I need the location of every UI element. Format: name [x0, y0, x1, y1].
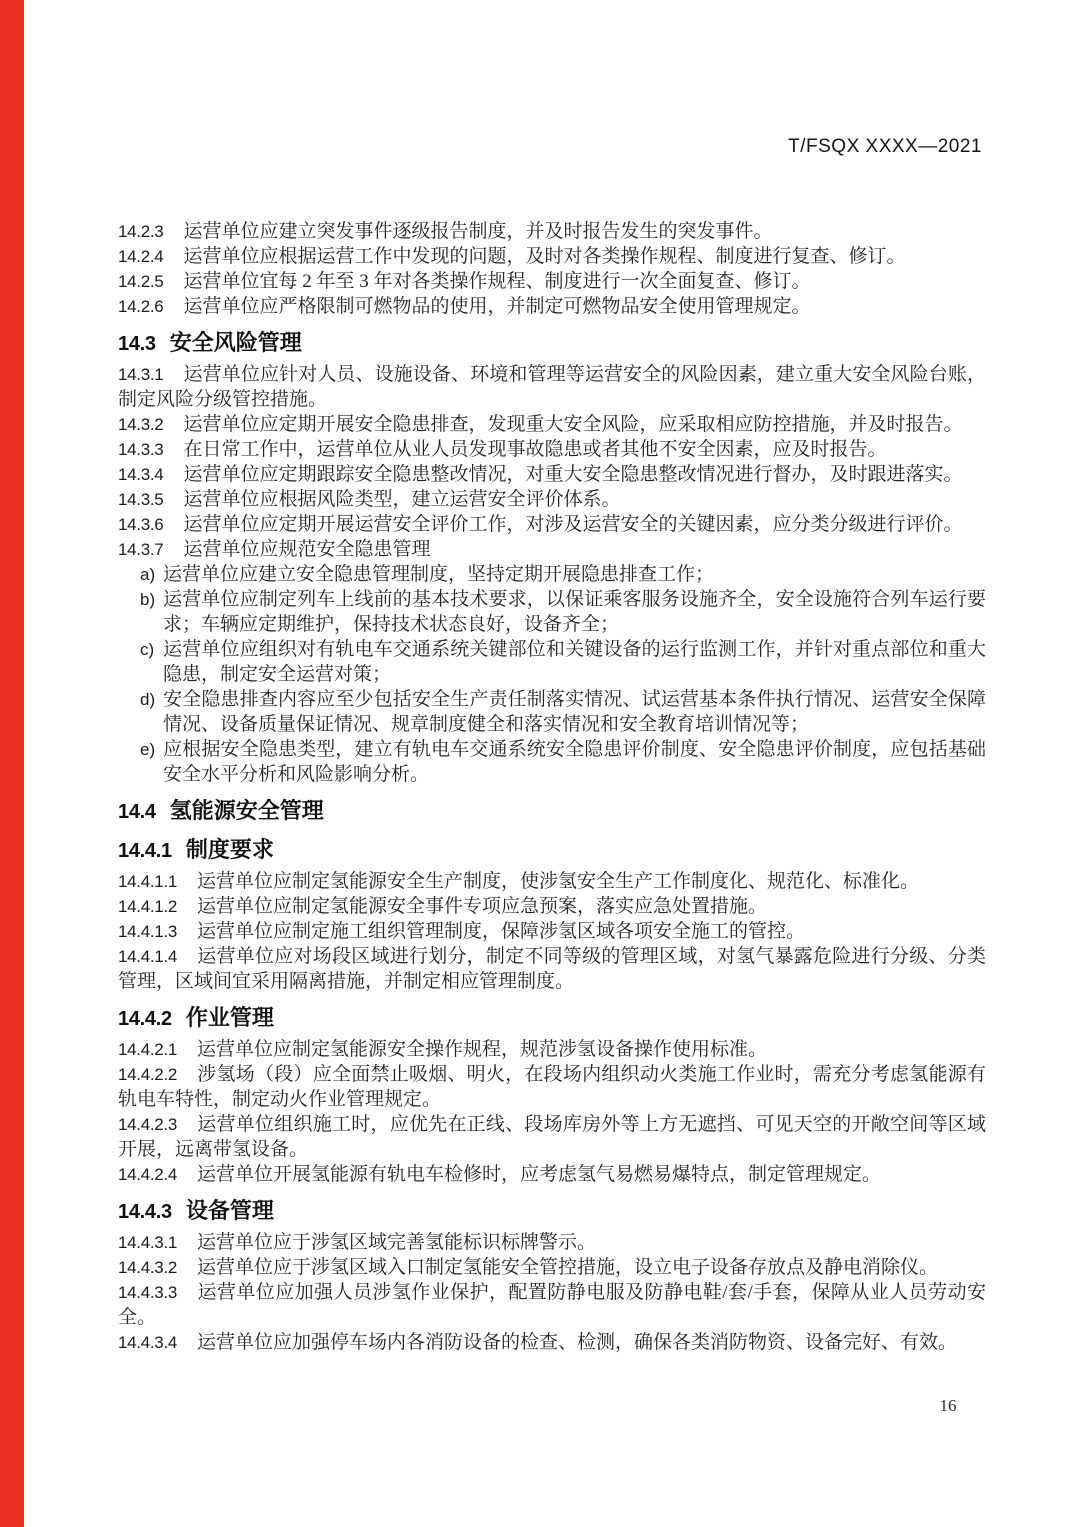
clause-paragraph	[118, 1062, 986, 1112]
clause-number: c)	[140, 640, 155, 659]
clause-number: 14.3.1	[118, 365, 164, 384]
clause-text: 在日常工作中，运营单位从业人员发现事故隐患或者其他不安全因素，应及时报告。	[183, 439, 887, 460]
clause-paragraph	[118, 1330, 986, 1355]
clause-number: e)	[140, 740, 156, 759]
clause-number: 14.4.1.1	[118, 872, 178, 891]
clause-paragraph	[118, 269, 986, 294]
clause-text: 运营单位应针对人员、设施设备、环境和管理等运营安全的风险因素，建立重大安全风险台账，制定风险分级管控措施。	[118, 364, 986, 410]
clause-paragraph	[118, 894, 986, 919]
clause-text: 运营单位开展氢能源有轨电车检修时，应考虑氢气易燃易爆特点，制定管理规定。	[197, 1164, 882, 1185]
clause-number: 14.3.3	[118, 440, 164, 459]
clause-number: 14.4.2.3	[118, 1115, 178, 1134]
clause-paragraph	[118, 362, 986, 412]
clause-text: 安全隐患排查内容应至少包括安全生产责任制落实情况、试运营基本条件执行情况、运营安全保障情况、设备质量保证情况、规章制度健全和落实情况和安全教育培训情况等；	[163, 689, 986, 735]
clause-text: 运营单位应于涉氢区域完善氢能标识标牌警示。	[197, 1232, 597, 1253]
document-body	[118, 219, 986, 1355]
list-item	[140, 587, 986, 637]
clause-paragraph	[118, 1255, 986, 1280]
clause-paragraph	[118, 944, 986, 994]
clause-text: 运营单位应对场段区域进行划分，制定不同等级的管理区域，对氢气暴露危险进行分级、分类管理，区域间宜采用隔离措施，并制定相应管理制度。	[118, 946, 986, 992]
section-heading	[118, 836, 986, 865]
clause-number: 14.4.3.3	[118, 1283, 178, 1302]
clause-paragraph	[118, 1230, 986, 1255]
clause-number: 14.3.5	[118, 490, 164, 509]
section-heading	[118, 329, 986, 358]
clause-number: 14.4.2.4	[118, 1165, 178, 1184]
section-heading	[118, 1197, 986, 1226]
clause-text: 运营单位应制定氢能源安全生产制度，使涉氢安全生产工作制度化、规范化、标准化。	[197, 871, 920, 892]
list-item	[140, 737, 986, 787]
clause-text: 运营单位宜每 2 年至 3 年对各类操作规程、制度进行一次全面复查、修订。	[183, 271, 811, 292]
clause-paragraph	[118, 1162, 986, 1187]
clause-text: 运营单位应组织对有轨电车交通系统关键部位和关键设备的运行监测工作，并针对重点部位和重大隐患，制定安全运营对策；	[163, 639, 986, 685]
clause-paragraph	[118, 437, 986, 462]
clause-number: 14.4.1.3	[118, 922, 178, 941]
clause-number: 14.4	[118, 801, 156, 823]
clause-number: 14.4.1.2	[118, 897, 178, 916]
clause-paragraph	[118, 512, 986, 537]
clause-number: 14.3	[118, 333, 156, 355]
clause-number: 14.2.6	[118, 297, 164, 316]
clause-text: 运营单位应规范安全隐患管理	[183, 539, 431, 560]
clause-paragraph	[118, 219, 986, 244]
section-heading	[118, 797, 986, 826]
clause-number: 14.3.4	[118, 465, 164, 484]
clause-text: 制度要求	[185, 837, 274, 862]
clause-number: 14.2.5	[118, 272, 164, 291]
clause-text: 设备管理	[185, 1198, 274, 1223]
clause-text: 运营单位应根据运营工作中发现的问题，及时对各类操作规程、制度进行复查、修订。	[183, 246, 906, 267]
clause-text: 作业管理	[185, 1005, 274, 1030]
clause-text: 运营单位应加强停车场内各消防设备的检查、检测，确保各类消防物资、设备完好、有效。	[197, 1332, 958, 1353]
clause-text: 运营单位应于涉氢区域入口制定氢能安全管控措施，设立电子设备存放点及静电消除仪。	[197, 1257, 939, 1278]
clause-text: 运营单位组织施工时，应优先在正线、段场库房外等上方无遮挡、可见天空的开敞空间等区域开展，远离带氢设备。	[118, 1114, 986, 1160]
clause-text: 运营单位应制定氢能源安全操作规程，规范涉氢设备操作使用标准。	[197, 1039, 768, 1060]
section-heading	[118, 1004, 986, 1033]
document-code: T/FSQX XXXX—2021	[788, 136, 982, 157]
clause-number: 14.4.3	[118, 1201, 172, 1223]
clause-paragraph	[118, 294, 986, 319]
clause-number: b)	[140, 590, 156, 609]
clause-number: 14.4.2.1	[118, 1040, 178, 1059]
clause-number: 14.3.6	[118, 515, 164, 534]
clause-paragraph	[118, 1280, 986, 1330]
clause-number: 14.4.2	[118, 1008, 172, 1030]
clause-number: 14.4.1	[118, 840, 172, 862]
clause-paragraph	[118, 537, 986, 562]
clause-number: a)	[140, 565, 156, 584]
clause-text: 氢能源安全管理	[169, 798, 324, 823]
clause-number: 14.3.7	[118, 540, 164, 559]
clause-number: 14.4.3.1	[118, 1233, 178, 1252]
clause-paragraph	[118, 462, 986, 487]
clause-number: 14.4.1.4	[118, 947, 178, 966]
clause-number: 14.2.4	[118, 247, 164, 266]
clause-text: 运营单位应建立安全隐患管理制度，坚持定期开展隐患排查工作；	[163, 564, 715, 585]
clause-text: 运营单位应根据风险类型，建立运营安全评价体系。	[183, 489, 621, 510]
clause-text: 涉氢场（段）应全面禁止吸烟、明火，在段场内组织动火类施工作业时，需充分考虑氢能源有轨电车特性，制定动火作业管理规定。	[118, 1064, 986, 1110]
clause-text: 运营单位应制定列车上线前的基本技术要求，以保证乘客服务设施齐全，安全设施符合列车运行要求；车辆应定期维护，保持技术状态良好，设备齐全；	[163, 589, 986, 635]
clause-paragraph	[118, 487, 986, 512]
clause-paragraph	[118, 244, 986, 269]
clause-text: 运营单位应加强人员涉氢作业保护，配置防静电服及防静电鞋/套/手套，保障从业人员劳动安全。	[118, 1282, 986, 1328]
clause-paragraph	[118, 412, 986, 437]
clause-text: 运营单位应严格限制可燃物品的使用，并制定可燃物品安全使用管理规定。	[183, 296, 811, 317]
clause-paragraph	[118, 919, 986, 944]
clause-paragraph	[118, 1037, 986, 1062]
clause-text: 运营单位应制定氢能源安全事件专项应急预案，落实应急处置措施。	[197, 896, 768, 917]
clause-paragraph	[118, 1112, 986, 1162]
list-item	[140, 687, 986, 737]
clause-text: 安全风险管理	[169, 330, 302, 355]
clause-number: d)	[140, 690, 156, 709]
list-item	[140, 637, 986, 687]
left-red-edge	[0, 0, 24, 1527]
clause-text: 运营单位应定期开展安全隐患排查，发现重大安全风险，应采取相应防控措施，并及时报告。	[183, 414, 963, 435]
clause-text: 应根据安全隐患类型，建立有轨电车交通系统安全隐患评价制度、安全隐患评价制度，应包括基础安全水平分析和风险影响分析。	[163, 739, 986, 785]
clause-text: 运营单位应建立突发事件逐级报告制度，并及时报告发生的突发事件。	[183, 221, 773, 242]
list-item	[140, 562, 986, 587]
clause-number: 14.4.2.2	[118, 1065, 178, 1084]
page-number: 16	[939, 1396, 957, 1415]
clause-text: 运营单位应制定施工组织管理制度，保障涉氢区域各项安全施工的管控。	[197, 921, 806, 942]
clause-text: 运营单位应定期跟踪安全隐患整改情况，对重大安全隐患整改情况进行督办，及时跟进落实。	[183, 464, 963, 485]
clause-number: 14.3.2	[118, 415, 164, 434]
clause-number: 14.4.3.2	[118, 1258, 178, 1277]
clause-number: 14.2.3	[118, 222, 164, 241]
clause-paragraph	[118, 869, 986, 894]
clause-number: 14.4.3.4	[118, 1333, 178, 1352]
clause-text: 运营单位应定期开展运营安全评价工作，对涉及运营安全的关键因素，应分类分级进行评价。	[183, 514, 963, 535]
